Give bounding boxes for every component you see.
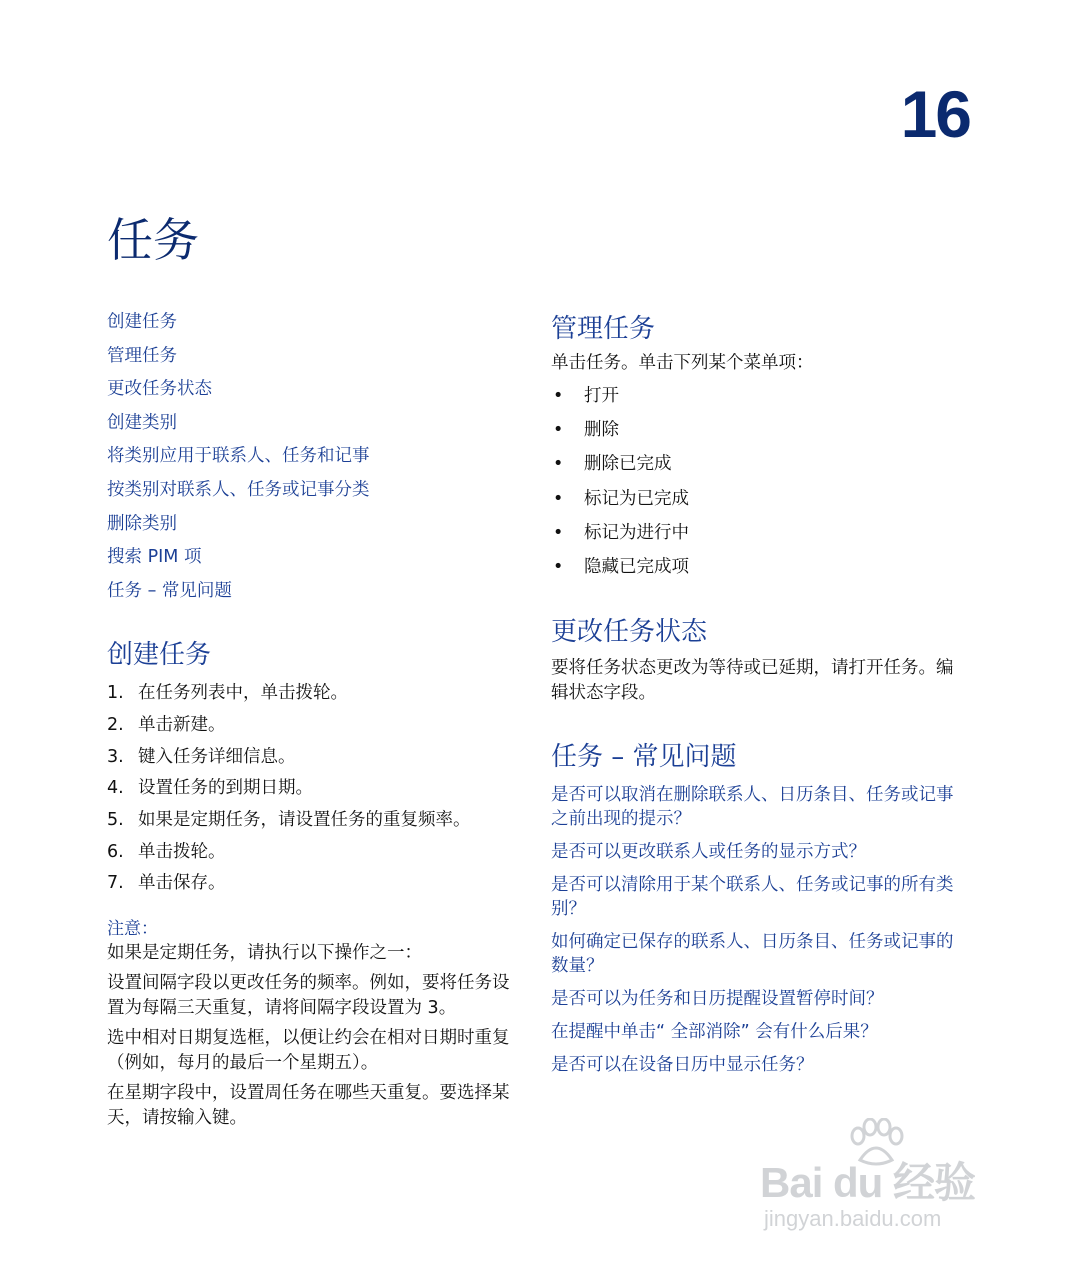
watermark-url: jingyan.baidu.com [764,1206,942,1231]
step-item [107,711,512,743]
faq-link[interactable]: 在提醒中单击“ 全部消除” 会有什么后果？ [551,1022,878,1043]
toc-link-sort-by-category[interactable]: 按类别对联系人、任务或记事分类 [107,479,370,500]
list-item [551,553,956,587]
toc-item [107,476,512,510]
change-status-heading: 更改任务状态 [551,617,708,648]
toc-link-delete-category[interactable]: 删除类别 [107,513,177,534]
step-number: 5. [107,810,124,831]
list-item [551,416,956,450]
step-number: 4. [107,778,124,799]
left-column [107,308,512,1136]
toc-item [107,342,512,376]
toc-item [107,442,512,476]
manage-tasks-menu-list [551,382,956,587]
step-item [107,806,512,838]
step-number: 6. [107,841,124,862]
step-number: 2. [107,715,124,736]
toc-link-create-task[interactable]: 创建任务 [107,312,177,332]
step-item [107,838,512,870]
toc-link-change-status[interactable]: 更改任务状态 [107,379,212,400]
step-text: 单击保存。 [138,873,226,894]
step-text: 键入任务详细信息。 [138,746,296,767]
toc-link-create-category[interactable]: 创建类别 [107,412,177,433]
toc-link-search-pim[interactable]: 搜索 PIM 项 [107,547,202,568]
list-item [551,450,956,484]
step-text: 如果是定期任务，请设置任务的重复频率。 [138,810,471,831]
bullet-marker: • [553,420,564,441]
menu-item-label: 打开 [584,386,619,406]
note-paragraph: 设置间隔字段以更改任务的频率。例如，要将任务设置为每隔三天重复，请将间隔字段设置为 3。 [107,973,510,1019]
step-text: 在任务列表中，单击拨轮。 [138,683,348,704]
toc-item [107,543,512,577]
step-item [107,774,512,806]
toc-item [107,375,512,409]
menu-item-label: 删除已完成 [584,454,672,475]
table-of-contents [107,308,512,610]
manage-tasks-heading: 管理任务 [551,314,656,344]
step-number: 3. [107,746,124,767]
faq-link[interactable]: 如何确定已保存的联系人、日历条目、任务或记事的数量？ [551,932,954,977]
step-text: 单击拨轮。 [138,841,226,862]
bullet-marker: • [553,386,564,406]
note-paragraph: 选中相对日期复选框，以便让约会在相对日期时重复（例如，每月的最后一个星期五）。 [107,1028,510,1074]
toc-item [107,409,512,443]
bullet-marker: • [553,522,564,543]
right-column [551,308,956,1086]
faq-link[interactable]: 是否可以更改联系人或任务的显示方式？ [551,842,866,863]
page-title: 任务 [107,213,199,267]
toc-link-manage-tasks[interactable]: 管理任务 [107,345,177,366]
toc-link-faq[interactable]: 任务 – 常见问题 [107,580,232,601]
chapter-number: 16 [900,77,970,151]
toc-item [107,510,512,544]
faq-link[interactable]: 是否可以在设备日历中显示任务？ [551,1055,814,1076]
step-item [107,869,512,901]
step-number: 7. [107,873,124,894]
faq-heading: 任务 – 常见问题 [551,742,737,773]
change-status-text: 要将任务状态更改为等待或已延期，请打开任务。编辑状态字段。 [551,658,954,704]
create-task-heading: 创建任务 [107,640,212,671]
step-text: 单击新建。 [138,715,226,736]
list-item [551,382,956,416]
note-paragraph: 在星期字段中，设置周任务在哪些天重复。要选择某天，请按输入键。 [107,1083,510,1129]
note-label: 注意： [107,919,158,940]
bullet-marker: • [553,488,564,509]
toc-item [107,577,512,611]
faq-link[interactable]: 是否可以为任务和日历提醒设置暂停时间？ [551,989,884,1010]
list-item [551,519,956,553]
faq-list [551,783,956,1077]
step-item [107,743,512,775]
menu-item-label: 删除 [584,420,619,441]
faq-link[interactable]: 是否可以取消在删除联系人、日历条目、任务或记事之前出现的提示？ [551,785,954,830]
menu-item-label: 隐藏已完成项 [584,556,689,577]
step-text: 设置任务的到期日期。 [138,778,313,799]
toc-link-apply-category[interactable]: 将类别应用于联系人、任务和记事 [107,446,370,467]
bullet-marker: • [553,556,564,577]
bullet-marker: • [553,454,564,475]
baidu-watermark [760,1118,1010,1238]
step-number: 1. [107,683,124,704]
note-paragraph: 如果是定期任务，请执行以下操作之一： [107,943,422,964]
manage-tasks-intro: 单击任务。单击下列某个菜单项： [551,353,814,373]
step-item [107,679,512,711]
menu-item-label: 标记为进行中 [584,522,689,543]
toc-item [107,308,512,342]
list-item [551,485,956,519]
faq-link[interactable]: 是否可以清除用于某个联系人、任务或记事的所有类别？ [551,875,954,920]
menu-item-label: 标记为已完成 [584,488,689,509]
create-task-steps [107,679,512,901]
watermark-brand: Bai du 经验 [760,1159,976,1206]
